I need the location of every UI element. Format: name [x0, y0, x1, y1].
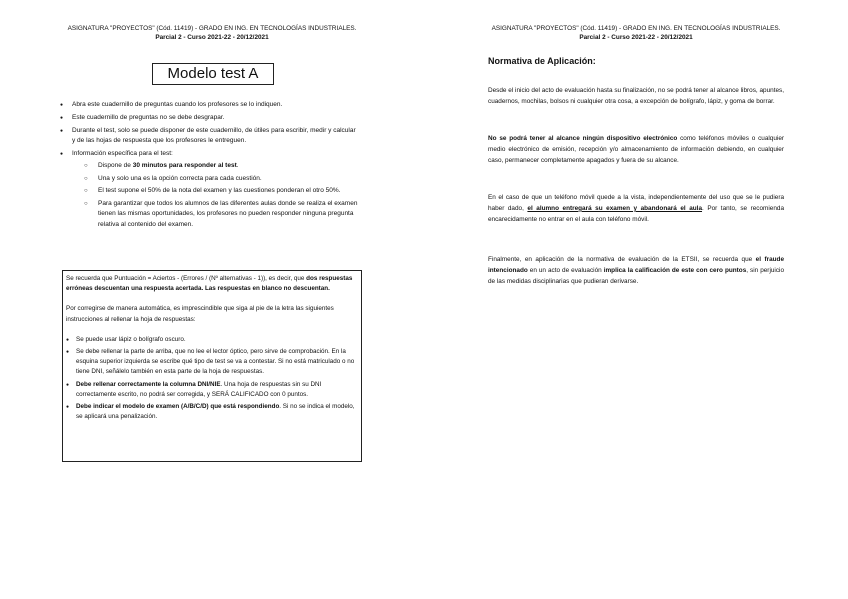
text: Finalmente, en aplicación de la normativa de evaluación de la ETSII, se recuerda que — [488, 256, 756, 263]
rule-item — [66, 402, 358, 422]
text: en un acto de evaluación — [527, 266, 604, 274]
emphasis: el fraude intencionado — [488, 256, 784, 274]
regulation-paragraph — [488, 255, 784, 287]
rule-item: ● Se puede usar lápiz o bolígrafo oscuro. — [66, 335, 358, 345]
instruction-item — [60, 149, 360, 230]
test-info-item: ○ El test supone el 50% de la nota del examen y las cuestiones ponderan el otro 50%. — [84, 186, 360, 196]
instruction-item-label: Información específica para el test: — [72, 149, 173, 157]
underlined-emphasis: el alumno entregará su examen y abandonará el aula — [527, 204, 703, 212]
test-info-item: ○ Una y solo una es la opción correcta para cada cuestión. — [84, 174, 360, 184]
text: Se recuerda que Puntuación = Aciertos - (Errores / (Nº alternativas - 1)), es decir, que — [66, 275, 307, 282]
header-course-line: ASIGNATURA "PROYECTOS" (Cód. 11419) - GRADO EN ING. EN TECNOLOGÍAS INDUSTRIALES. — [67, 25, 357, 32]
test-info-item: ○ Para garantizar que todos los alumnos de las diferentes aulas donde se realiza el examen tienen las mismas oportunidades, los profesores no pueden responder ninguna pregunta relativa al contenido del examen. — [84, 199, 360, 230]
regulation-paragraph: Desde el inicio del acto de evaluación hasta su finalización, no se podrá tener al alcance libros, apuntes, cuadernos, mochilas, bolsos ni cualquier otra cosa, a excepción de bolígrafo, lápiz, y goma de borrar. — [488, 87, 784, 105]
test-info-list — [72, 161, 360, 230]
text: . Si no se indica el modelo, se aplicará una penalización. — [76, 403, 355, 421]
emphasis: 30 minutos para responder al test — [132, 161, 237, 169]
instruction-item: ● Abra este cuadernillo de preguntas cuando los profesores se lo indiquen. — [60, 100, 360, 110]
regulation-paragraph — [488, 134, 784, 166]
emphasis: Debe rellenar correctamente la columna DNI/NIE — [76, 380, 221, 388]
scoring-paragraph — [66, 274, 358, 294]
emphasis: implica la calificación de este con cero puntos — [603, 266, 747, 274]
page-header — [0, 24, 424, 42]
answer-sheet-intro: Por corregirse de manera automática, es imprescindible que siga al pie de la letra las siguientes instrucciones al rellenar la hoja de respuestas: — [66, 305, 334, 323]
test-info-item — [84, 161, 360, 171]
text: . Una hoja de respuestas sin su DNI correctamente escrito, no podrá ser corregida, y SERÁ CALIFICADO con 0 puntos. — [76, 380, 322, 398]
scoring-box — [62, 270, 362, 462]
emphasis: No se podrá tener al alcance ningún dispositivo electrónico — [488, 135, 678, 142]
text: Dispone de — [98, 161, 133, 169]
answer-sheet-rules — [66, 335, 358, 423]
regulation-paragraph — [488, 193, 784, 225]
emphasis: dos respuestas erróneas descuentan una respuesta acertada. Las respuestas en blanco no descuentan. — [66, 275, 353, 293]
text: En el caso de que un teléfono móvil quede a la vista, independientemente del uso que se le pudiera haber dado, — [488, 194, 784, 212]
text: como teléfonos móviles o cualquier medio electrónico de emisión, recepción y/o almacenamiento de información debiendo, en cualquier caso, permanecer completamente apagados y fuera de su alcance. — [488, 135, 784, 164]
regulations-heading: Normativa de Aplicación: — [488, 56, 596, 66]
text: . Por tanto, se recomienda encarecidamente no entrar en el aula con teléfono móvil. — [488, 204, 784, 223]
instruction-item: ● Durante el test, solo se puede disponer de este cuadernillo, de útiles para escribir, medir y calcular y de las hojas de respuesta que los profesores le entreguen. — [60, 126, 360, 146]
page-header — [424, 24, 848, 42]
rule-item — [66, 380, 358, 400]
header-course-line: ASIGNATURA "PROYECTOS" (Cód. 11419) - GRADO EN ING. EN TECNOLOGÍAS INDUSTRIALES. — [491, 25, 781, 32]
header-exam-line: Parcial 2 - Curso 2021-22 - 20/12/2021 — [155, 34, 269, 41]
text: . — [236, 161, 239, 169]
text: , sin perjuicio de las medidas disciplinarias que pudieran derivarse. — [488, 266, 785, 285]
instruction-item: ● Este cuadernillo de preguntas no se debe desgrapar. — [60, 113, 360, 123]
header-exam-line: Parcial 2 - Curso 2021-22 - 20/12/2021 — [579, 34, 693, 41]
exam-title: Modelo test A — [152, 63, 274, 85]
rule-item: ● Se debe rellenar la parte de arriba, que no lee el lector óptico, pero sirve de comprobación. En la esquina superior izquierda se escribe qué tipo de test se va a contestar. Si no está matriculado o no tiene DNI, señálelo también en esta parte de la hoja de respuestas. — [66, 347, 358, 378]
emphasis: Debe indicar el modelo de examen (A/B/C/D) que está respondiendo — [76, 403, 280, 411]
instructions-list — [60, 100, 360, 232]
